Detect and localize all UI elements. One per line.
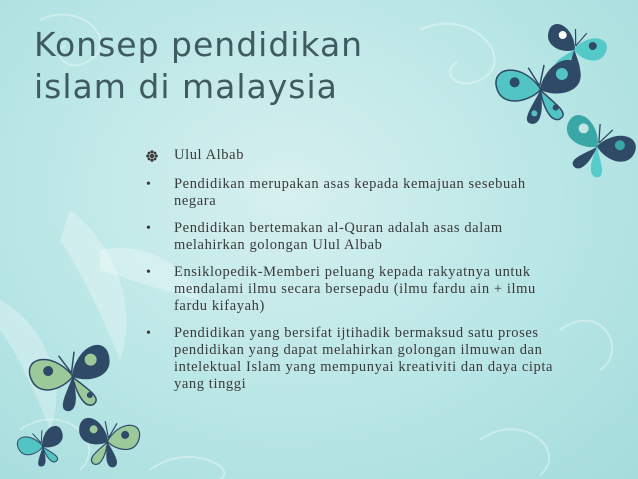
list-item <box>138 147 558 164</box>
slide-title-line: Konsep pendidikan <box>34 25 364 64</box>
butterfly-icon <box>552 111 638 187</box>
bullet-dot-icon: • <box>146 265 152 280</box>
list-item-text: Pendidikan bertemakan al-Quran adalah asas dalam melahirkan golongan Ulul Albab <box>174 220 503 253</box>
bullet-dot-icon: • <box>146 177 152 192</box>
slide-title-line: islam di malaysia <box>34 67 338 106</box>
list-item <box>138 264 558 315</box>
list-item <box>138 176 558 210</box>
butterfly-icon <box>73 416 141 471</box>
list-item-text: Ulul Albab <box>174 147 245 163</box>
bullet-dot-icon: • <box>146 326 152 341</box>
list-item-text: Ensiklopedik-Memberi peluang kepada rakyatnya untuk mendalami ilmu secara bersepadu (ilmu fardu ain + ilmu fardu kifayah) <box>174 264 536 314</box>
list-item-text: Pendidikan yang bersifat ijtihadik bermaksud satu proses pendidikan yang dapat melahirkan golongan ilmuwan dan intelektual Islam yang mempunyai kreativiti dan daya cipta yang tinggi <box>174 325 554 392</box>
bullet-list <box>138 147 558 403</box>
list-item <box>138 220 558 254</box>
list-item <box>138 325 558 393</box>
butterfly-icon <box>15 424 71 472</box>
slide-title <box>34 24 363 108</box>
bullet-dot-icon: • <box>146 221 152 236</box>
list-item-text: Pendidikan merupakan asas kepada kemajuan sesebuah negara <box>174 176 526 209</box>
flower-bullet-icon <box>146 150 158 162</box>
